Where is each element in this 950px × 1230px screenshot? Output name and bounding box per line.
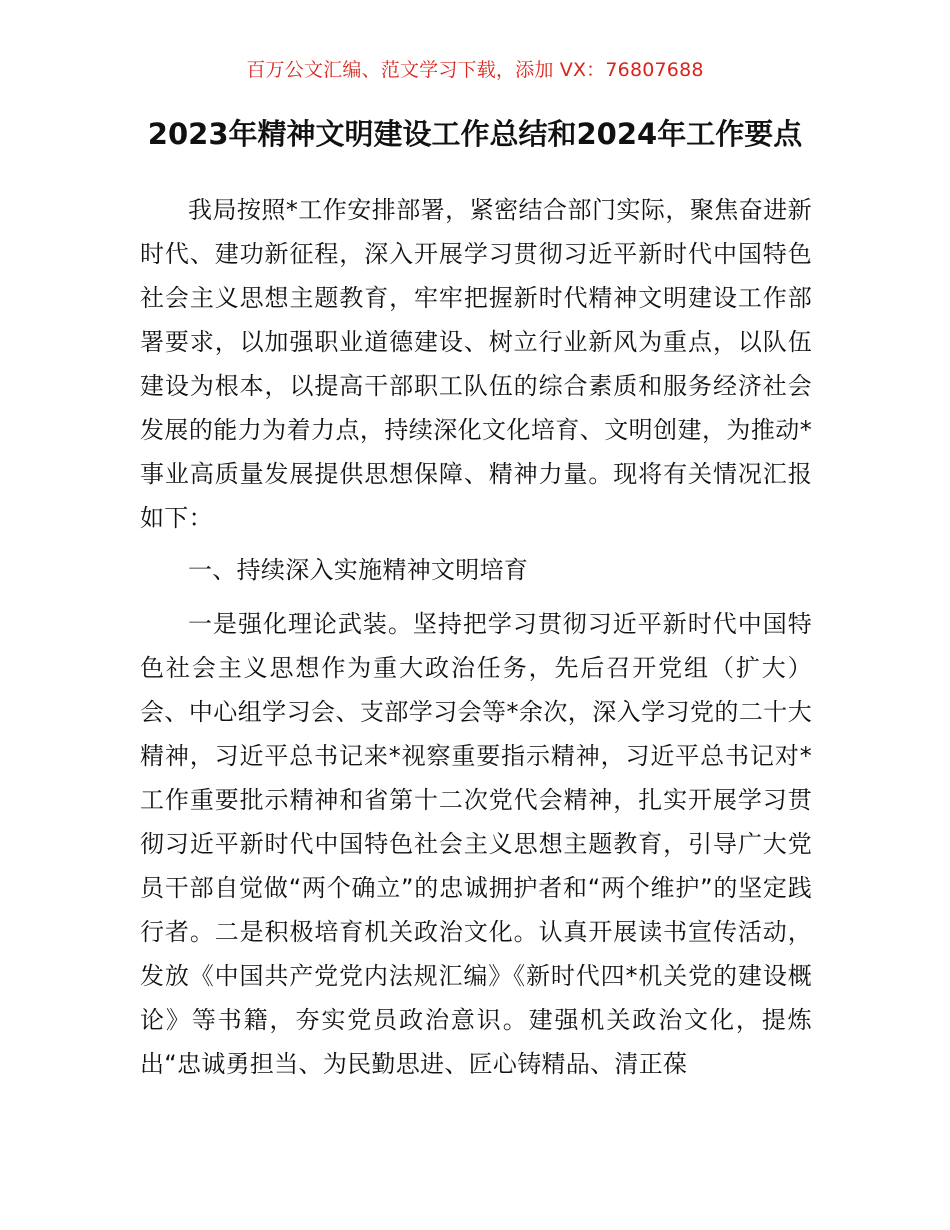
section-heading-1: 一、持续深入实施精神文明培育: [188, 556, 529, 584]
document-title: 2023年精神文明建设工作总结和2024年工作要点: [147, 117, 803, 151]
document-body: [140, 188, 812, 1094]
intro-paragraph: 我局按照*工作安排部署，紧密结合部门实际，聚焦奋进新时代、建功新征程，深入开展学习贯彻习近平新时代中国特色社会主义思想主题教育，牢牢把握新时代精神文明建设工作部署要求，以加强职业道德建设、树立行业新风为重点，以队伍建设为根本，以提高干部职工队伍的综合素质和服务经济社会发展的能力为着力点，持续深化文化培育、文明创建，为推动*事业高质量发展提供思想保障、精神力量。现将有关情况汇报如下：: [140, 196, 812, 532]
header-watermark-note: 百万公文汇编、范文学习下载，添加 VX：76807688: [246, 59, 704, 81]
section-1-paragraph: 一是强化理论武装。坚持把学习贯彻习近平新时代中国特色社会主义思想作为重大政治任务，先后召开党组（扩大）会、中心组学习会、支部学习会等*余次，深入学习党的二十大精神，习近平总书记来*视察重要指示精神，习近平总书记对*工作重要批示精神和省第十二次党代会精神，扎实开展学习贯彻习近平新时代中国特色社会主义思想主题教育，引导广大党员干部自觉做“两个确立”的忠诚拥护者和“两个维护”的坚定践行者。二是积极培育机关政治文化。认真开展读书宣传活动，发放《中国共产党党内法规汇编》《新时代四*机关党的建设概论》等书籍，夯实党员政治意识。建强机关政治文化，提炼出“忠诚勇担当、为民勤思进、匠心铸精品、清正葆: [140, 610, 812, 1078]
